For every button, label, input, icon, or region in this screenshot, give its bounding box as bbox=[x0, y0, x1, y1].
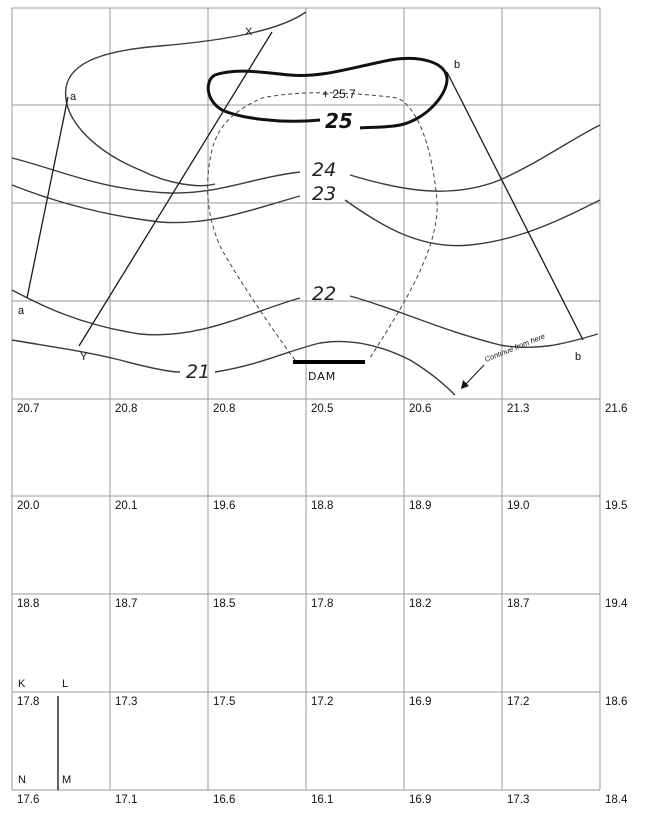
grid-value-r2c7: 19.5 bbox=[605, 500, 628, 512]
spot-height: + 25.7 bbox=[322, 87, 356, 101]
point-label-x: X bbox=[245, 26, 253, 38]
grid-value-r4c2: 17.3 bbox=[115, 696, 138, 708]
grid-value-r2c4: 18.8 bbox=[311, 500, 334, 512]
grid-value-r3c3: 18.5 bbox=[213, 598, 236, 610]
grid-value-r3c4: 17.8 bbox=[311, 598, 334, 610]
annotation-arrow-line bbox=[465, 365, 484, 385]
grid-value-r4c3: 17.5 bbox=[213, 696, 236, 708]
reservoir-outline bbox=[208, 93, 438, 360]
grid-value-r1c7: 21.6 bbox=[605, 403, 628, 415]
section-line-xy bbox=[79, 32, 272, 346]
annotation-continue-from-here: Continue from here bbox=[483, 331, 547, 364]
point-label-n: N bbox=[18, 774, 26, 786]
point-label-l: L bbox=[62, 678, 69, 690]
grid-values bbox=[17, 403, 628, 806]
grid-value-r1c4: 20.5 bbox=[311, 403, 334, 415]
point-label-a-top: a bbox=[70, 91, 77, 103]
contour-label-22: 22 bbox=[312, 283, 337, 305]
dam-label: DAM bbox=[308, 370, 337, 383]
grid-value-r1c5: 20.6 bbox=[409, 403, 432, 415]
grid-value-r5c5: 16.9 bbox=[409, 794, 432, 806]
grid-value-r4c4: 17.2 bbox=[311, 696, 334, 708]
grid-value-r1c6: 21.3 bbox=[507, 403, 530, 415]
point-label-b-top: b bbox=[454, 59, 461, 71]
grid-value-r4c5: 16.9 bbox=[409, 696, 432, 708]
grid-value-r2c5: 18.9 bbox=[409, 500, 432, 512]
contour-label-24: 24 bbox=[312, 159, 337, 181]
section-line-bb bbox=[447, 72, 583, 340]
map-grid bbox=[12, 8, 600, 790]
grid-value-r3c5: 18.2 bbox=[409, 598, 432, 610]
grid-value-r2c6: 19.0 bbox=[507, 500, 530, 512]
grid-value-r1c3: 20.8 bbox=[213, 403, 236, 415]
point-label-m: M bbox=[62, 774, 72, 786]
grid-value-r3c2: 18.7 bbox=[115, 598, 138, 610]
contour-label-21: 21 bbox=[186, 361, 211, 383]
grid-value-r2c3: 19.6 bbox=[213, 500, 236, 512]
point-label-y: Y bbox=[80, 351, 88, 363]
grid-value-r1c2: 20.8 bbox=[115, 403, 138, 415]
point-label-k: K bbox=[18, 678, 26, 690]
grid-value-r5c6: 17.3 bbox=[507, 794, 530, 806]
contour-label-23: 23 bbox=[312, 183, 337, 205]
grid-value-r2c1: 20.0 bbox=[17, 500, 40, 512]
grid-value-r1c1: 20.7 bbox=[17, 403, 40, 415]
grid-value-r5c1: 17.6 bbox=[17, 794, 40, 806]
point-label-b-right: b bbox=[575, 351, 582, 363]
grid-value-r5c3: 16.6 bbox=[213, 794, 236, 806]
grid-value-r5c2: 17.1 bbox=[115, 794, 138, 806]
grid-value-r4c7: 18.6 bbox=[605, 696, 628, 708]
contour-21-line bbox=[12, 340, 455, 395]
contour-label-25: 25 bbox=[325, 109, 353, 133]
grid-value-r3c1: 18.8 bbox=[17, 598, 40, 610]
grid-value-r4c1: 17.8 bbox=[17, 696, 40, 708]
grid-value-r3c6: 18.7 bbox=[507, 598, 530, 610]
grid-value-r4c6: 17.2 bbox=[507, 696, 530, 708]
grid-value-r3c7: 19.4 bbox=[605, 598, 628, 610]
contour-22-line bbox=[12, 290, 598, 347]
point-label-a-left: a bbox=[18, 305, 25, 317]
grid-value-r5c7: 18.4 bbox=[605, 794, 628, 806]
section-line-aa bbox=[27, 97, 68, 298]
grid-value-r5c4: 16.1 bbox=[311, 794, 334, 806]
catchment-boundary bbox=[66, 12, 306, 186]
grid-value-r2c2: 20.1 bbox=[115, 500, 138, 512]
